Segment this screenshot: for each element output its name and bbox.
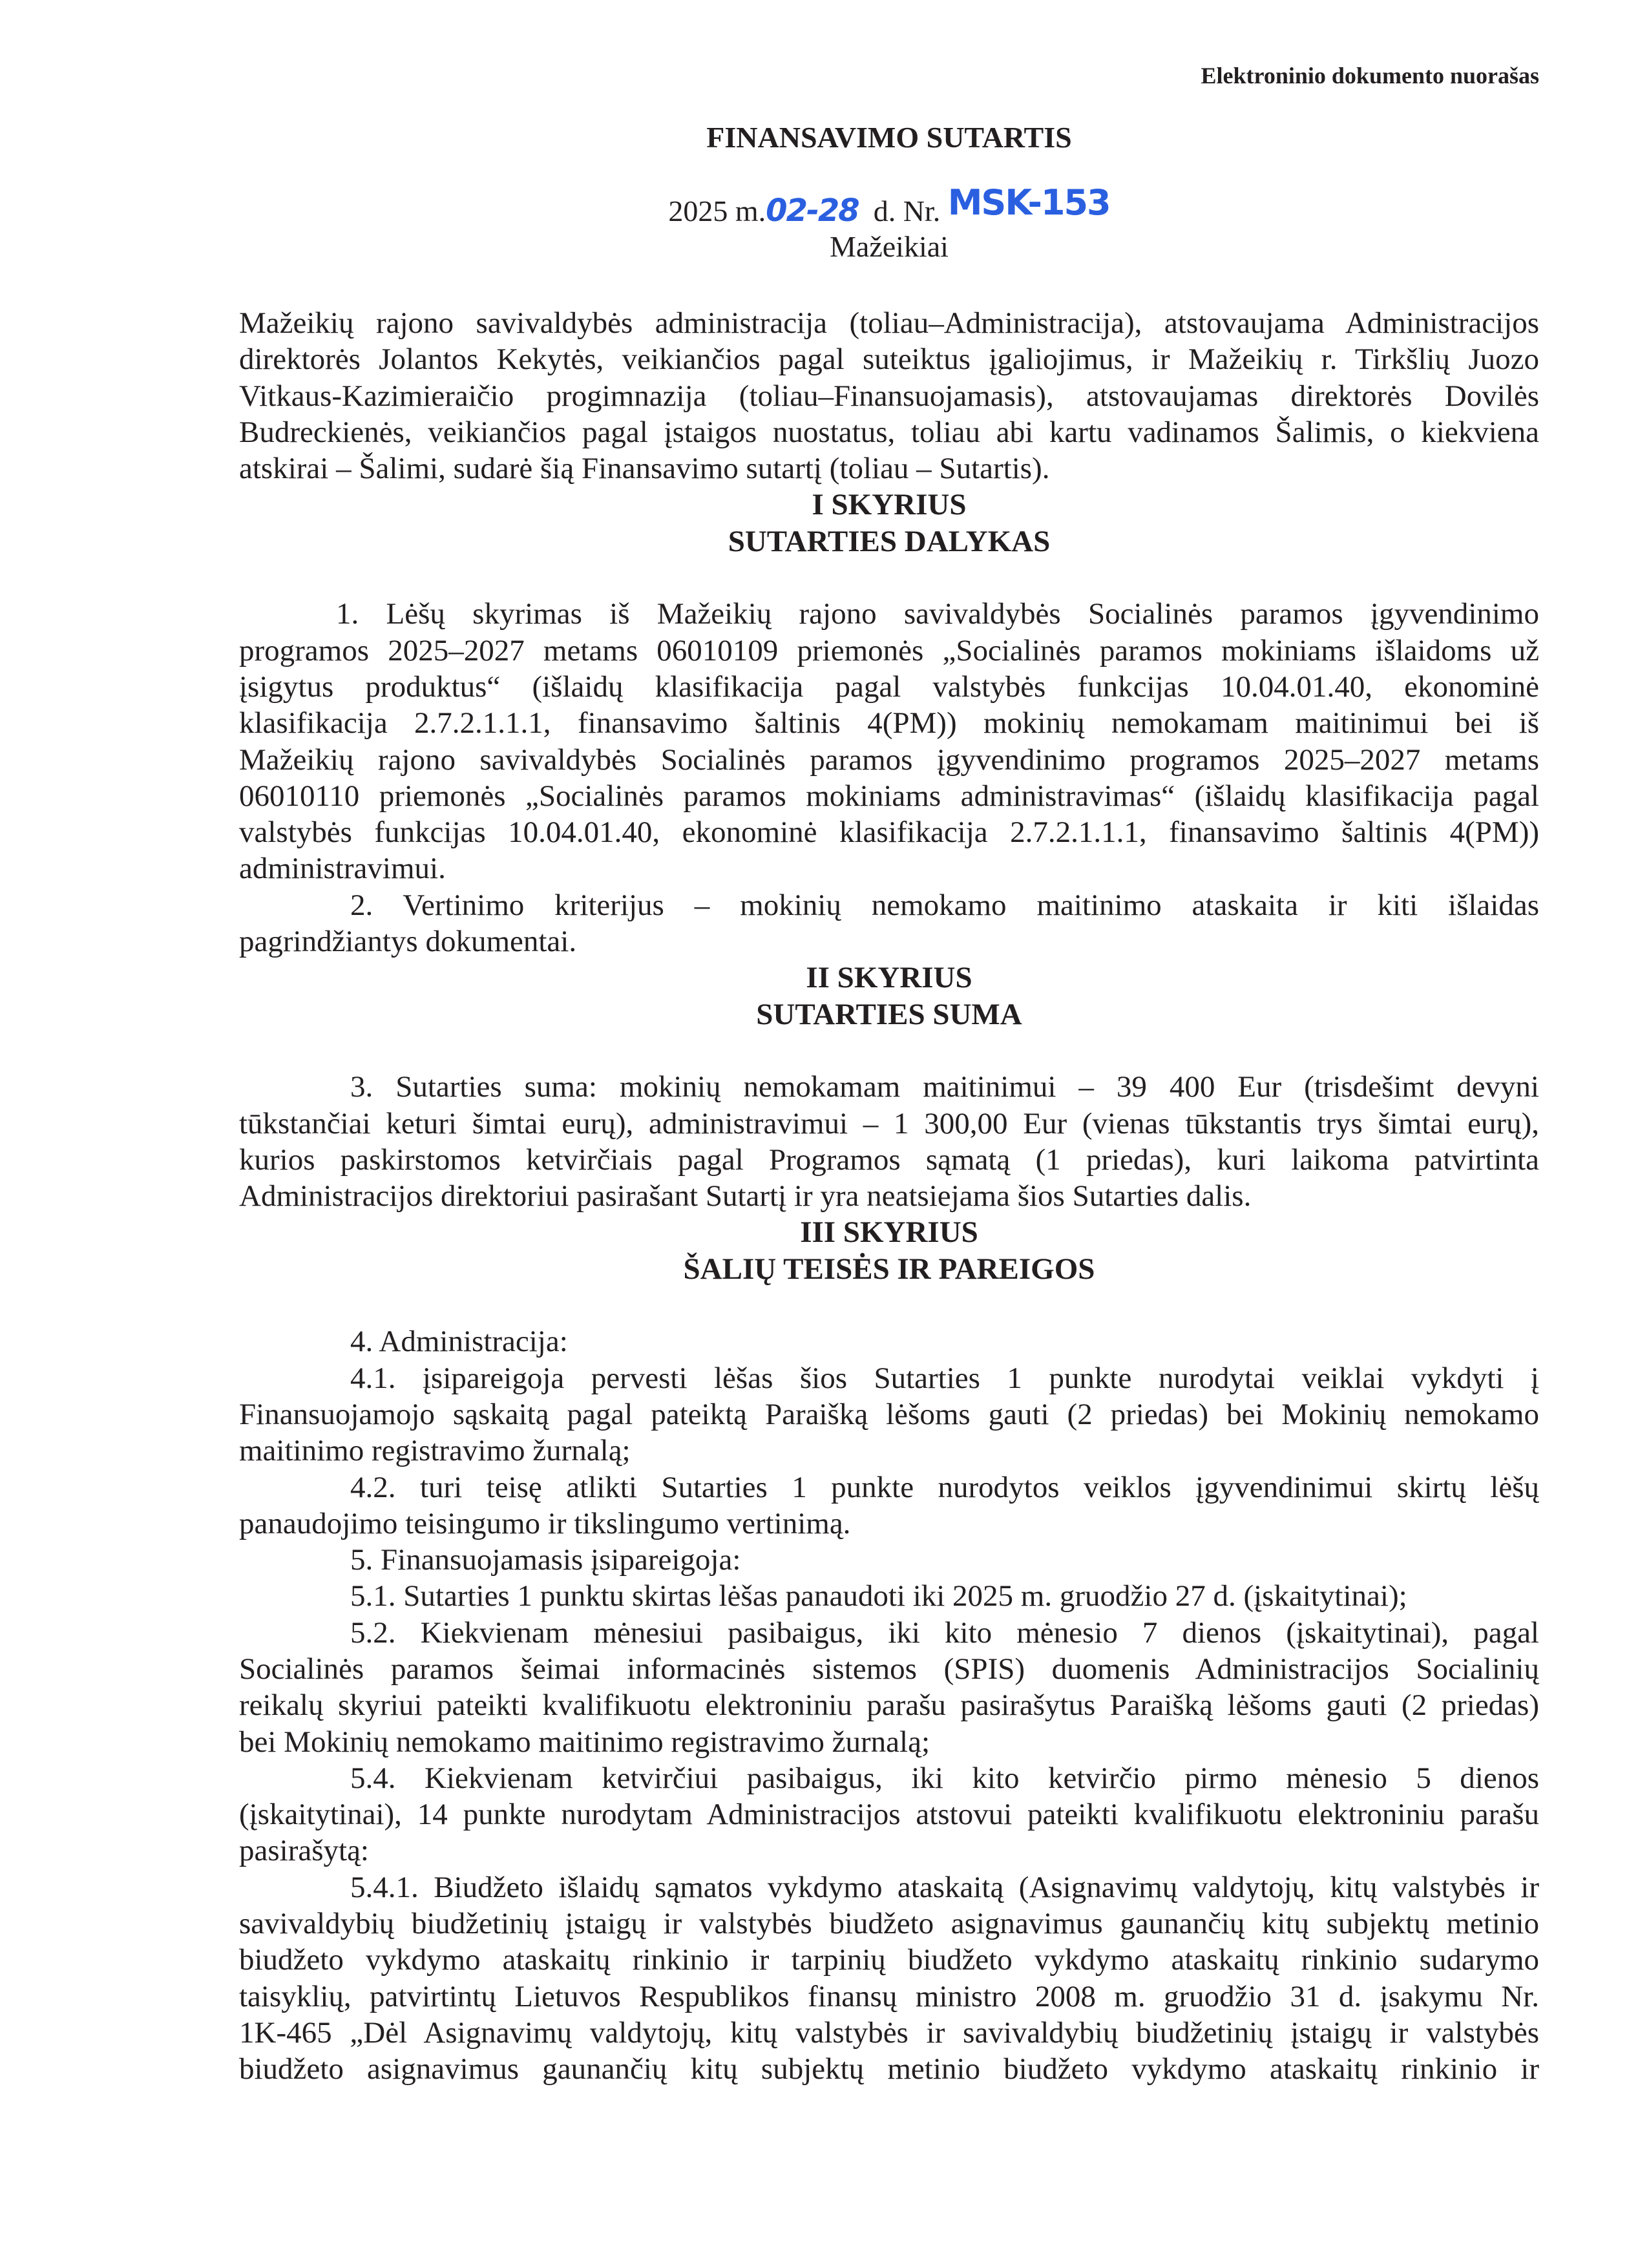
blank-line (239, 1287, 1539, 1323)
paragraph-line: kurios paskirstomos ketvirčiais pagal Programos sąmatą (1 priedas), kuri laikoma patvirtinta (239, 1142, 1539, 1177)
paragraph-line: Administracijos direktoriui pasirašant Sutartį ir yra neatsiejama šios Sutarties dalis. (239, 1179, 1252, 1213)
paragraph-line: Vitkaus-Kazimieraičio progimnazija (toliau–Finansuojamasis), atstovaujamas direktorės Dovilės (239, 379, 1539, 413)
paragraph-line: Mažeikių rajono savivaldybės administracija (toliau–Administracija), atstovaujama Administracijos (239, 306, 1539, 340)
paragraph-line: programos 2025–2027 metams 06010109 priemonės „Socialinės paramos mokiniams išlaidoms už (239, 633, 1539, 667)
section-heading: SUTARTIES SUMA (756, 997, 1022, 1031)
paragraph-line: 5. Finansuojamasis įsipareigoja: (350, 1543, 741, 1577)
paragraph (239, 305, 1539, 487)
paragraph-line: 5.4. Kiekvienam ketvirčiui pasibaigus, iki kito ketvirčio pirmo mėnesio 5 dienos (350, 1761, 1539, 1795)
section-heading: ŠALIŲ TEISĖS IR PAREIGOS (683, 1252, 1095, 1286)
document-title: FINANSAVIMO SUTARTIS (706, 121, 1072, 154)
section-heading: SUTARTIES DALYKAS (728, 524, 1051, 558)
paragraph-line: Mažeikių rajono savivaldybės Socialinės paramos įgyvendinimo programos 2025–2027 metams (239, 742, 1539, 777)
paragraph-line: direktorės Jolantos Kekytės, veikiančios pagal suteiktus įgaliojimus, ir Mažeikių r. Tirkšlių Juozo (239, 342, 1539, 377)
paragraph-line: 2. Vertinimo kriterijus – mokinių nemokamo maitinimo ataskaita ir kiti išlaidas (350, 888, 1539, 922)
paragraph-line: 06010110 priemonės „Socialinės paramos mokiniams administravimas“ (išlaidų klasifikacija pagal (239, 779, 1539, 813)
date-number-line (239, 182, 1539, 229)
paragraph-line: bei Mokinių nemokamo maitinimo registravimo žurnalą; (239, 1725, 930, 1759)
paragraph-line: taisyklių, patvirtintų Lietuvos Respublikos finansų ministro 2008 m. gruodžio 31 d. įsakymu Nr. (239, 1979, 1539, 2013)
section-heading: III SKYRIUS (800, 1215, 978, 1250)
paragraph (239, 1760, 1539, 1869)
section-heading: I SKYRIUS (812, 488, 967, 522)
handwritten-registration-number: MSK-153 (947, 182, 1110, 223)
paragraph-line: biudžeto asignavimus gaunančių kitų subjektų metinio biudžeto vykdymo ataskaitų rinkinio ir (239, 2052, 1539, 2086)
paragraph (239, 1869, 1539, 2088)
paragraph-line: 5.4.1. Biudžeto išlaidų sąmatos vykdymo ataskaitą (Asignavimų valdytojų, kitų valstybės ir (350, 1870, 1539, 1904)
blank-line (239, 1033, 1539, 1069)
paragraph-line: Finansuojamojo sąskaitą pagal pateiktą Paraišką lėšoms gauti (2 priedas) bei Mokinių nemokamo (239, 1397, 1539, 1431)
document-place: Mažeikiai (830, 230, 949, 263)
blank-line (239, 560, 1539, 596)
paragraph-line: savivaldybių biudžetinių įstaigų ir valstybės biudžeto asignavimus gaunančių kitų subjektų metinio (239, 1907, 1539, 1941)
paragraph (239, 1323, 1539, 1360)
paragraph-line: 3. Sutarties suma: mokinių nemokamam maitinimui – 39 400 Eur (trisdešimt devyni (350, 1070, 1539, 1104)
date-year: 2025 m. (668, 194, 766, 227)
paragraph (239, 1542, 1539, 1578)
paragraph-line: biudžeto vykdymo ataskaitų rinkinio ir tarpinių biudžeto vykdymo ataskaitų rinkinio sudarymo (239, 1943, 1539, 1977)
paragraph-line: pasirašytą: (239, 1834, 369, 1868)
paragraph-line: reikalų skyriui pateikti kvalifikuotu elektroniniu parašu pasirašytus Paraišką lėšoms gauti (2 priedas) (239, 1688, 1539, 1723)
paragraph-line: Socialinės paramos šeimai informacinės sistemos (SPIS) duomenis Administracijos Socialinių (239, 1652, 1539, 1686)
paragraph (239, 596, 1539, 887)
paragraph-line: 1. Lėšų skyrimas iš Mažeikių rajono savivaldybės Socialinės paramos įgyvendinimo (336, 597, 1539, 631)
paragraph-line: 5.1. Sutarties 1 punktu skirtas lėšas panaudoti iki 2025 m. gruodžio 27 d. (įskaitytinai); (350, 1579, 1407, 1613)
paragraph-line: (įskaitytinai), 14 punkte nurodytam Administracijos atstovui pateikti kvalifikuotu elektroniniu parašu (239, 1798, 1539, 1832)
paragraph-line: panaudojimo teisingumo ir tikslingumo vertinimą. (239, 1506, 851, 1540)
paragraph-line: įsigytus produktus“ (išlaidų klasifikacija pagal valstybės funkcijas 10.04.01.40, ekonominė (239, 669, 1539, 704)
date-number-label: d. Nr. (873, 194, 941, 227)
document-body (239, 305, 1539, 2088)
paragraph-line: 5.2. Kiekvienam mėnesiui pasibaigus, iki kito mėnesio 7 dienos (įskaitytinai), pagal (350, 1615, 1539, 1650)
paragraph-line: atskirai – Šalimi, sudarė šią Finansavimo sutartį (toliau – Sutartis). (239, 452, 1050, 486)
section-heading: II SKYRIUS (806, 961, 972, 995)
paragraph-line: 1K-465 „Dėl Asignavimų valdytojų, kitų valstybės ir savivaldybių biudžetinių įstaigų ir valstybės (239, 2015, 1539, 2050)
paragraph-line: pagrindžiantys dokumentai. (239, 925, 577, 959)
paragraph-line: 4.1. įsipareigoja pervesti lėšas šios Sutarties 1 punkte nurodytai veiklai vykdyti į (350, 1361, 1539, 1395)
paragraph (239, 1469, 1539, 1542)
handwritten-date: 02-28 (766, 193, 859, 229)
paragraph-line: klasifikacija 2.7.2.1.1.1, finansavimo šaltinis 4(PM)) mokinių nemokamam maitinimui bei iš (239, 706, 1539, 740)
paragraph (239, 1360, 1539, 1469)
paragraph-line: 4. Administracija: (350, 1325, 568, 1359)
paragraph-line: valstybės funkcijas 10.04.01.40, ekonominė klasifikacija 2.7.2.1.1.1, finansavimo šaltinis 4(PM)) (239, 815, 1539, 850)
paragraph-line: administravimui. (239, 852, 446, 886)
paragraph-line: 4.2. turi teisę atlikti Sutarties 1 punkte nurodytos veiklos įgyvendinimui skirtų lėšų (350, 1470, 1539, 1504)
paragraph (239, 1069, 1539, 1214)
paragraph-line: maitinimo registravimo žurnalą; (239, 1434, 631, 1468)
paragraph (239, 1615, 1539, 1760)
paragraph-line: Budreckienės, veikiančios pagal įstaigos nuostatus, toliau abi kartu vadinamos Šalimis, o kiekviena (239, 415, 1539, 449)
paragraph-line: tūkstančiai keturi šimtai eurų), administravimui – 1 300,00 Eur (vienas tūkstantis trys šimtai eurų), (239, 1106, 1539, 1140)
paragraph (239, 1578, 1539, 1614)
paragraph (239, 887, 1539, 960)
document-copy-note: Elektroninio dokumento nuorašas (1201, 63, 1539, 89)
